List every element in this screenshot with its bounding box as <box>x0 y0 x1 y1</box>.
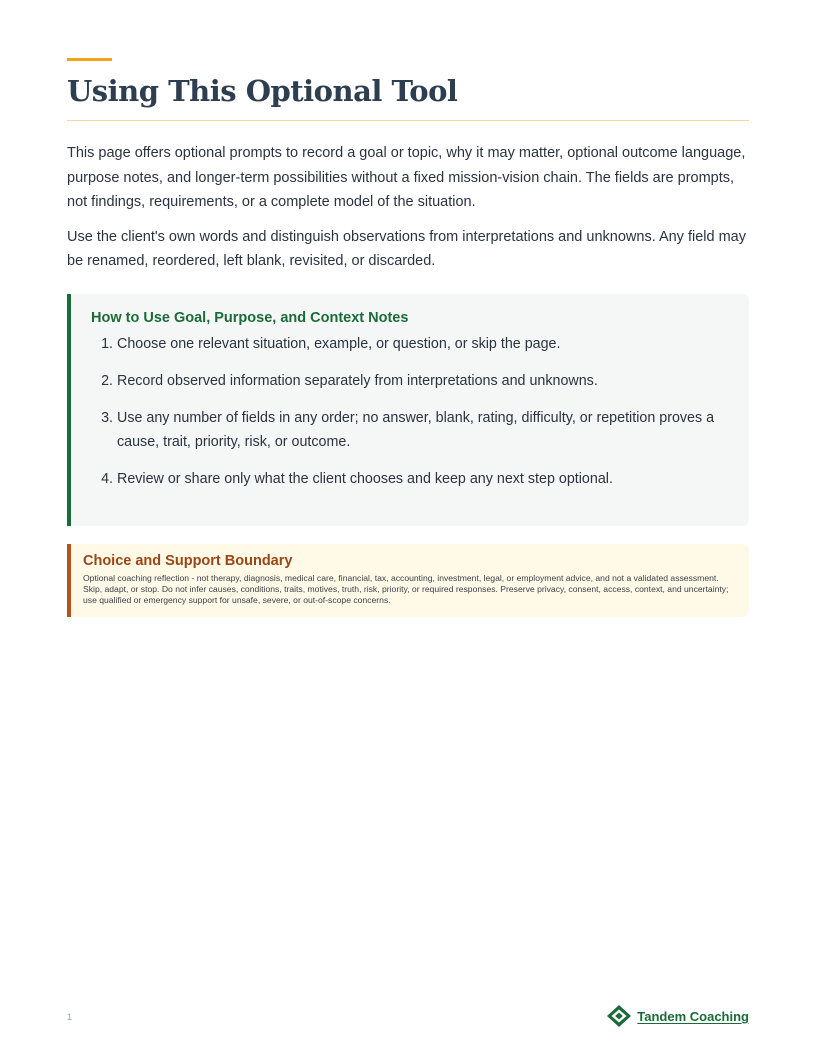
brand-footer <box>606 1004 749 1028</box>
intro-paragraph: Use the client's own words and distinguish observations from interpretations and unknowns. Any field may be renamed, reordered, left blank, revisited, or discarded. <box>67 228 746 269</box>
page-title: Using This Optional Tool <box>67 74 458 108</box>
intro-paragraph: This page offers optional prompts to record a goal or topic, why it may matter, optional outcome language, purpose notes, and longer-term possibilities without a fixed mission-vision chain. The fields are prompts, not findings, requirements, or a complete model of the situation. <box>67 145 746 210</box>
page-number: 1 <box>67 1012 73 1022</box>
how-to-panel <box>67 294 749 526</box>
title-divider <box>67 120 749 121</box>
title-accent-bar <box>67 58 112 61</box>
step-item: 1. Choose one relevant situation, example, or question, or skip the page. <box>117 332 725 356</box>
boundary-heading: Choice and Support Boundary <box>83 553 293 569</box>
steps-list <box>91 332 725 491</box>
step-item: 3. Use any number of fields in any order; no answer, blank, rating, difficulty, or repetition proves a cause, trait, priority, risk, or outcome. <box>117 406 725 454</box>
how-to-heading: How to Use Goal, Purpose, and Context Notes <box>91 310 409 326</box>
brand-name: Tandem Coaching <box>637 1008 749 1024</box>
boundary-panel <box>67 544 749 617</box>
boundary-text: Optional coaching reflection - not therapy, diagnosis, medical care, financial, tax, accounting, investment, legal, or employment advice, and not a validated assessment. Skip, adapt, or stop. Do not infer causes, conditions, traits, motives, truth, risk, priority, or required responses. Preserve privacy, consent, access, context, and uncertainty; use qualified or emergency support for unsafe, severe, or out-of-scope concerns. <box>83 573 729 605</box>
step-item: 2. Record observed information separately from interpretations and unknowns. <box>117 369 725 393</box>
intro-section <box>67 141 749 284</box>
step-item: 4. Review or share only what the client chooses and keep any next step optional. <box>117 467 725 491</box>
diamond-logo-icon <box>606 1004 632 1028</box>
